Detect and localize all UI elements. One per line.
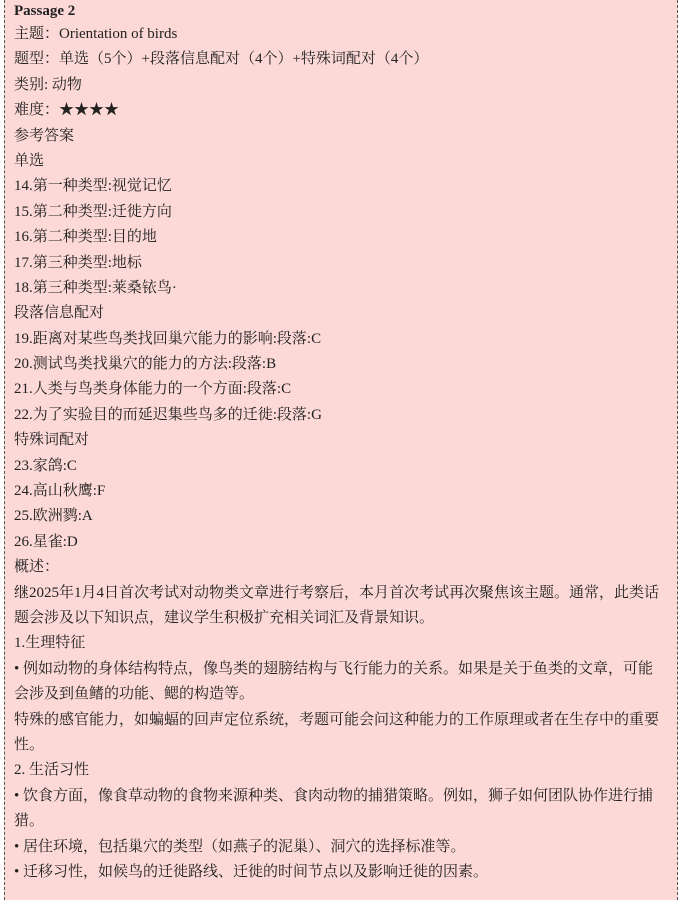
answer-item: 17.第三种类型:地标 [14,254,142,271]
bullet-paragraph: • 迁移习性，如候鸟的迁徙路线、迁徙的时间节点以及影响迁徙的因素。 [14,864,489,881]
answer-item: 21.人类与鸟类身体能力的一个方面:段落:C [14,381,292,398]
bullet-paragraph: • 居住环境，包括巢穴的类型（如燕子的泥巢）、洞穴的选择标准等。 [14,838,466,855]
topic-line: 主题：Orientation of birds [14,26,178,42]
answer-item: 25.欧洲鹨:A [14,508,93,525]
answers-heading: 参考答案 [14,127,75,144]
answer-item: 18.第三种类型:莱桑铱鸟· [14,279,177,296]
answer-item: 23.家鸽:C [14,457,77,474]
answer-item: 22.为了实验目的而延迟集些鸟多的迁徙:段落:G [14,406,322,423]
difficulty-line: 难度：★★★★ [14,102,120,119]
answer-item: 16.第二种类型:目的地 [14,229,157,246]
answer-item: 24.高山秋鹰:F [14,483,106,500]
answer-document [4,0,678,900]
overview-intro: 继2025年1月4日首次考试对动物类文章进行考察后，本月首次考试再次聚焦该主题。通常，此类话题会涉及以下知识点，建议学生积极扩充相关词汇及背景知识。 [14,584,660,626]
bullet-paragraph: • 饮食方面，像食草动物的食物来源种类、食肉动物的捕猎策略。例如，狮子如何团队协作进行捕猎。 [14,787,654,830]
paragraph-match-heading: 段落信息配对 [14,305,105,322]
answer-item: 26.星雀:D [14,533,78,550]
word-match-heading: 特殊词配对 [14,432,90,449]
answer-item: 14.第一种类型:视觉记忆 [14,178,172,195]
answer-item: 20.测试鸟类找巢穴的能力的方法:段落:B [14,356,277,373]
section-title: 2. 生活习性 [14,762,90,779]
overview-heading: 概述： [14,559,60,576]
body-paragraph: 特殊的感官能力，如蝙蝠的回声定位系统，考题可能会问这种能力的工作原理或者在生存中的重要性。 [14,711,660,754]
answer-item: 19.距离对某些鸟类找回巢穴能力的影响:段落:C [14,330,322,347]
section-title: 1.生理特征 [14,635,86,652]
single-choice-heading: 单选 [14,152,45,169]
bullet-paragraph: • 例如动物的身体结构特点，像鸟类的翅膀结构与飞行能力的关系。如果是关于鱼类的文章，可能会涉及到鱼鳍的功能、鳃的构造等。 [14,660,654,703]
answer-item: 15.第二种类型:迁徙方向 [14,203,172,220]
category-line: 类别: 动物 [14,76,82,93]
question-types-line: 题型：单选（5个）+段落信息配对（4个）+特殊词配对（4个） [14,51,429,68]
passage-title: Passage 2 [14,3,76,19]
